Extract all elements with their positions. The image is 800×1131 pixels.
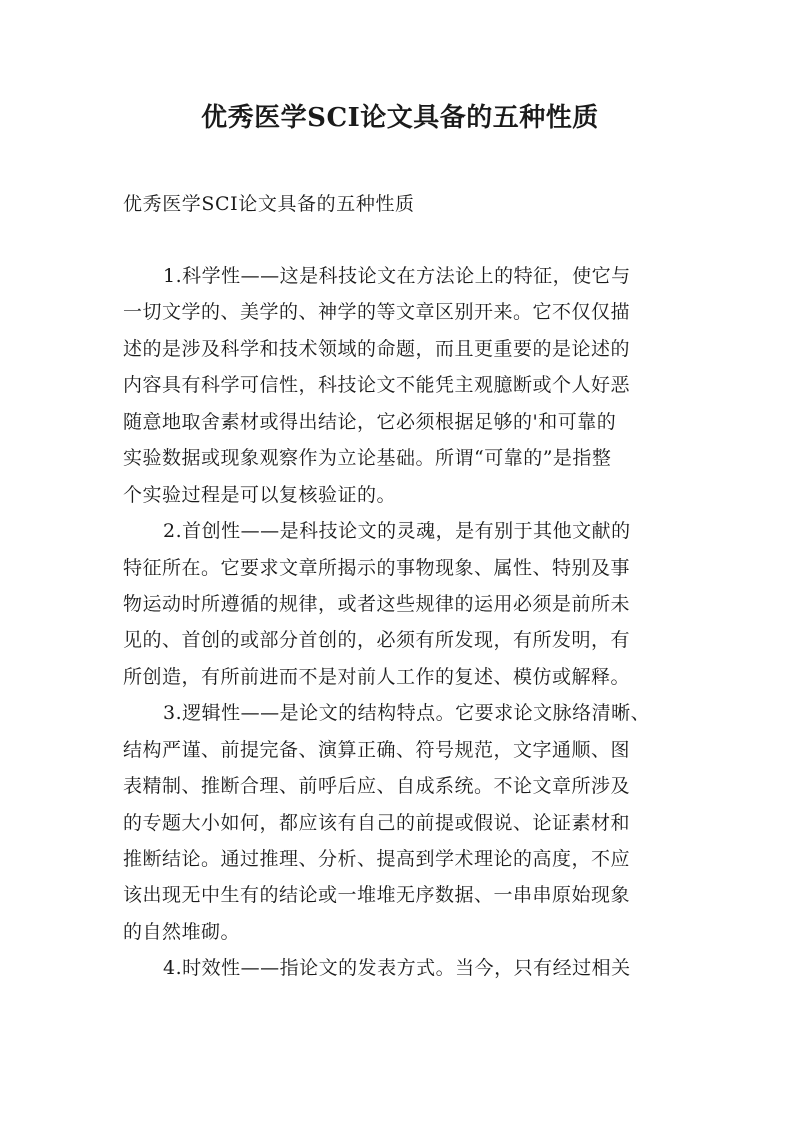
paragraph-2-line-5: 所创造，有所前进而不是对前人工作的复述、模仿或解释。	[123, 665, 631, 688]
paragraph-3-line-2: 结构严谨、前提完备、演算正确、符号规范，文字通顺、图	[123, 738, 631, 761]
document-subtitle: 优秀医学SCI论文具备的五种性质	[123, 193, 415, 215]
paragraph-1-line-6: 实验数据或现象观察作为立论基础。所谓“可靠的”是指整	[123, 447, 612, 470]
paragraph-3-line-5: 推断结论。通过推理、分析、提高到学术理论的高度，不应	[123, 848, 631, 870]
paragraph-1-line-1: 1.科学性——这是科技论文在方法论上的特征，使它与	[163, 265, 631, 287]
paragraph-3-line-1: 3.逻辑性——是论文的结构特点。它要求论文脉络清晰、	[163, 702, 651, 725]
paragraph-2-line-3: 物运动时所遵循的规律，或者这些规律的运用必须是前所未	[123, 592, 631, 615]
document-body	[123, 258, 683, 987]
paragraph-3-line-6: 该出现无中生有的结论或一堆堆无序数据、一串串原始现象	[123, 884, 631, 907]
paragraph-2-line-2: 特征所在。它要求文章所揭示的事物现象、属性、特别及事	[123, 556, 631, 579]
paragraph-3-line-3: 表精制、推断合理、前呼后应、自成系统。不论文章所涉及	[123, 775, 631, 798]
paragraph-1-line-7: 个实验过程是可以复核验证的。	[123, 483, 397, 506]
document-title: 优秀医学SCI论文具备的五种性质	[201, 103, 599, 133]
paragraph-1-line-4: 内容具有科学可信性，科技论文不能凭主观臆断或个人好恶	[123, 374, 631, 397]
paragraph-2-line-4: 见的、首创的或部分首创的，必须有所发现，有所发明，有	[123, 629, 631, 652]
paragraph-1-line-3: 述的是涉及科学和技术领域的命题，而且更重要的是论述的	[123, 337, 631, 360]
paragraph-2-line-1: 2.首创性——是科技论文的灵魂，是有别于其他文献的	[163, 520, 631, 543]
paragraph-1-line-5: 随意地取舍素材或得出结论，它必须根据足够的'和可靠的	[123, 410, 617, 433]
paragraph-4-line-1: 4.时效性——指论文的发表方式。当今，只有经过相关	[163, 957, 631, 980]
paragraph-1-line-2: 一切文学的、美学的、神学的等文章区别开来。它不仅仅描	[123, 301, 631, 324]
paragraph-3-line-4: 的专题大小如何，都应该有自己的前提或假说、论证素材和	[123, 811, 631, 834]
paragraph-3-line-7: 的自然堆砌。	[123, 920, 241, 943]
